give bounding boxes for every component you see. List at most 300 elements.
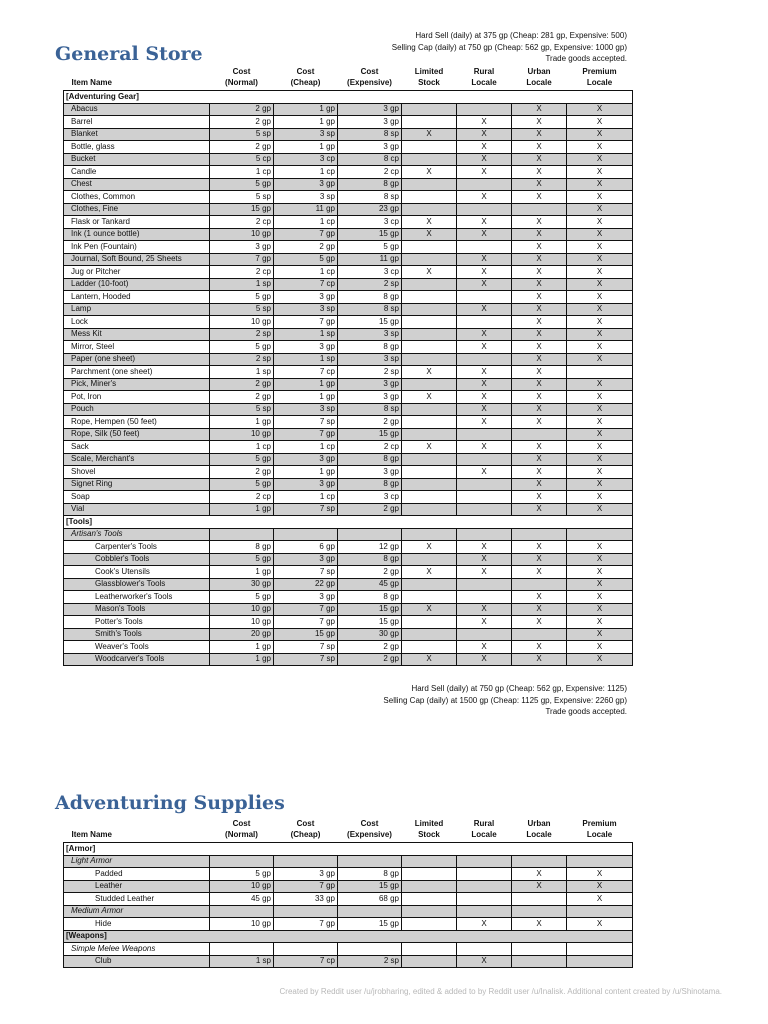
premium-cell: X (567, 453, 633, 466)
cost-expensive-cell: 45 gp (338, 578, 402, 591)
premium-cell: X (567, 893, 633, 906)
rural-cell (457, 316, 512, 329)
table-row (64, 428, 633, 441)
rural-cell: X (457, 166, 512, 179)
table-row (64, 578, 633, 591)
limited-cell: X (402, 566, 457, 579)
col-header-text: Cost (Normal) (225, 67, 258, 87)
item-name-cell: Signet Ring (64, 478, 210, 491)
empty-cell (402, 855, 457, 868)
cost-normal-cell: 10 gp (210, 316, 274, 329)
empty-cell (567, 943, 633, 956)
cost-expensive-cell: 8 gp (338, 478, 402, 491)
urban-cell: X (512, 178, 567, 191)
premium-cell: X (567, 153, 633, 166)
general-store-info (392, 30, 627, 65)
rural-cell (457, 868, 512, 881)
limited-cell (402, 328, 457, 341)
empty-cell (210, 855, 274, 868)
item-name-cell: Abacus (64, 103, 210, 116)
empty-cell (457, 528, 512, 541)
info-line: Trade goods accepted. (545, 707, 627, 716)
premium-cell: X (567, 466, 633, 479)
cost-cheap-cell: 7 gp (274, 228, 338, 241)
cost-expensive-cell: 2 gp (338, 416, 402, 429)
cost-normal-cell: 2 cp (210, 491, 274, 504)
cost-expensive-cell: 8 gp (338, 341, 402, 354)
cost-normal-cell: 7 gp (210, 253, 274, 266)
rural-cell: X (457, 918, 512, 931)
category-label: [Armor] (64, 843, 210, 856)
table-row (64, 616, 633, 629)
item-name-cell: Lantern, Hooded (64, 291, 210, 304)
cost-normal-cell: 1 sp (210, 278, 274, 291)
cost-expensive-cell: 2 sp (338, 366, 402, 379)
urban-cell: X (512, 166, 567, 179)
empty-cell (512, 855, 567, 868)
empty-cell (457, 516, 512, 529)
limited-cell (402, 353, 457, 366)
urban-cell: X (512, 641, 567, 654)
item-name-cell: Vial (64, 503, 210, 516)
cost-cheap-cell: 15 gp (274, 628, 338, 641)
limited-cell: X (402, 228, 457, 241)
cost-normal-cell: 5 sp (210, 191, 274, 204)
rural-cell: X (457, 566, 512, 579)
cost-cheap-cell: 1 cp (274, 491, 338, 504)
premium-cell: X (567, 868, 633, 881)
item-name-cell: Hide (64, 918, 210, 931)
cost-expensive-cell: 30 gp (338, 628, 402, 641)
item-name-cell: Ladder (10-foot) (64, 278, 210, 291)
premium-cell: X (567, 253, 633, 266)
table-row (64, 628, 633, 641)
urban-cell: X (512, 291, 567, 304)
rural-cell (457, 241, 512, 254)
urban-cell: X (512, 278, 567, 291)
table-row (64, 153, 633, 166)
rural-cell: X (457, 266, 512, 279)
urban-cell: X (512, 603, 567, 616)
rural-cell (457, 428, 512, 441)
cost-normal-cell: 1 gp (210, 653, 274, 666)
empty-cell (567, 843, 633, 856)
premium-cell: X (567, 241, 633, 254)
empty-cell (274, 516, 338, 529)
col-header-text: Cost (Cheap) (290, 67, 321, 87)
table-row (64, 868, 633, 881)
limited-cell (402, 303, 457, 316)
table-row (64, 228, 633, 241)
table-row (64, 216, 633, 229)
cost-cheap-cell: 7 gp (274, 616, 338, 629)
col-header-text: Cost (Expensive) (347, 67, 392, 87)
subcategory-row (64, 528, 633, 541)
table-row (64, 641, 633, 654)
cost-expensive-cell: 3 gp (338, 116, 402, 129)
rural-cell: X (457, 603, 512, 616)
cost-normal-cell: 2 gp (210, 141, 274, 154)
cost-expensive-cell: 3 sp (338, 353, 402, 366)
cost-expensive-cell: 3 gp (338, 391, 402, 404)
urban-cell: X (512, 653, 567, 666)
rural-cell (457, 880, 512, 893)
cost-normal-cell: 1 sp (210, 955, 274, 968)
limited-cell: X (402, 266, 457, 279)
table-row (64, 955, 633, 968)
premium-cell: X (567, 553, 633, 566)
empty-cell (512, 528, 567, 541)
rural-cell (457, 453, 512, 466)
limited-cell (402, 116, 457, 129)
item-name-cell: Smith's Tools (64, 628, 210, 641)
premium-cell: X (567, 191, 633, 204)
cost-expensive-cell: 8 sp (338, 303, 402, 316)
limited-cell (402, 378, 457, 391)
premium-cell: X (567, 303, 633, 316)
urban-cell: X (512, 303, 567, 316)
col-header-limited-stock (402, 818, 457, 843)
empty-cell (274, 843, 338, 856)
urban-cell: X (512, 328, 567, 341)
cost-normal-cell: 1 sp (210, 366, 274, 379)
empty-cell (512, 930, 567, 943)
urban-cell: X (512, 591, 567, 604)
cost-expensive-cell: 12 gp (338, 541, 402, 554)
rural-cell: X (457, 955, 512, 968)
limited-cell (402, 416, 457, 429)
rural-cell: X (457, 216, 512, 229)
cost-normal-cell: 1 cp (210, 166, 274, 179)
subcategory-label: Simple Melee Weapons (64, 943, 210, 956)
general-store-title: General Store (55, 43, 203, 65)
premium-cell: X (567, 316, 633, 329)
rural-cell: X (457, 616, 512, 629)
limited-cell (402, 641, 457, 654)
table-row (64, 353, 633, 366)
table-row (64, 116, 633, 129)
premium-cell (567, 366, 633, 379)
urban-cell: X (512, 503, 567, 516)
empty-cell (402, 943, 457, 956)
cost-cheap-cell: 7 gp (274, 316, 338, 329)
col-header-premium-locale (567, 818, 633, 843)
cost-expensive-cell: 11 gp (338, 253, 402, 266)
item-name-cell: Bottle, glass (64, 141, 210, 154)
item-name-cell: Paper (one sheet) (64, 353, 210, 366)
limited-cell (402, 316, 457, 329)
cost-normal-cell: 5 gp (210, 868, 274, 881)
subcategory-label: Medium Armor (64, 905, 210, 918)
cost-cheap-cell: 3 gp (274, 341, 338, 354)
table-row (64, 466, 633, 479)
premium-cell: X (567, 266, 633, 279)
cost-cheap-cell: 3 gp (274, 868, 338, 881)
limited-cell (402, 428, 457, 441)
limited-cell (402, 291, 457, 304)
item-name-cell: Pouch (64, 403, 210, 416)
cost-expensive-cell: 2 cp (338, 441, 402, 454)
table-row (64, 328, 633, 341)
urban-cell: X (512, 253, 567, 266)
rural-cell (457, 103, 512, 116)
cost-cheap-cell: 3 gp (274, 178, 338, 191)
cost-expensive-cell: 8 gp (338, 553, 402, 566)
premium-cell: X (567, 128, 633, 141)
rural-cell (457, 491, 512, 504)
category-row (64, 91, 633, 104)
table-row (64, 553, 633, 566)
empty-cell (512, 91, 567, 104)
col-header-text: Urban Locale (526, 67, 552, 87)
col-header-text: Limited Stock (414, 819, 444, 839)
rural-cell: X (457, 641, 512, 654)
adventuring-supplies-info (383, 683, 627, 718)
limited-cell (402, 178, 457, 191)
table-row (64, 453, 633, 466)
table-row (64, 128, 633, 141)
table-row (64, 441, 633, 454)
limited-cell (402, 880, 457, 893)
adventuring-supplies-title: Adventuring Supplies (55, 792, 285, 814)
empty-cell (274, 943, 338, 956)
empty-cell (567, 855, 633, 868)
urban-cell: X (512, 341, 567, 354)
cost-cheap-cell: 1 cp (274, 166, 338, 179)
cost-cheap-cell: 3 gp (274, 591, 338, 604)
empty-cell (210, 91, 274, 104)
empty-cell (210, 528, 274, 541)
cost-cheap-cell: 1 gp (274, 466, 338, 479)
premium-cell: X (567, 880, 633, 893)
empty-cell (402, 905, 457, 918)
premium-cell: X (567, 291, 633, 304)
category-row (64, 930, 633, 943)
cost-expensive-cell: 15 gp (338, 316, 402, 329)
col-header-text: Cost (Cheap) (290, 819, 321, 839)
rural-cell (457, 628, 512, 641)
empty-cell (567, 91, 633, 104)
cost-cheap-cell: 1 gp (274, 116, 338, 129)
cost-normal-cell: 2 cp (210, 216, 274, 229)
rural-cell: X (457, 403, 512, 416)
cost-normal-cell: 2 sp (210, 353, 274, 366)
category-row (64, 843, 633, 856)
cost-normal-cell: 2 sp (210, 328, 274, 341)
item-name-cell: Pot, Iron (64, 391, 210, 404)
rural-cell (457, 478, 512, 491)
cost-normal-cell: 2 gp (210, 391, 274, 404)
item-name-cell: Barrel (64, 116, 210, 129)
cost-cheap-cell: 1 sp (274, 353, 338, 366)
empty-cell (338, 905, 402, 918)
cost-normal-cell: 1 cp (210, 441, 274, 454)
cost-cheap-cell: 2 gp (274, 241, 338, 254)
premium-cell: X (567, 341, 633, 354)
empty-cell (402, 930, 457, 943)
limited-cell (402, 616, 457, 629)
cost-expensive-cell: 8 sp (338, 191, 402, 204)
table-row (64, 893, 633, 906)
empty-cell (338, 943, 402, 956)
limited-cell (402, 591, 457, 604)
item-name-cell: Cook's Utensils (64, 566, 210, 579)
cost-expensive-cell: 23 gp (338, 203, 402, 216)
cost-expensive-cell: 2 gp (338, 641, 402, 654)
table-row (64, 503, 633, 516)
limited-cell (402, 578, 457, 591)
limited-cell (402, 278, 457, 291)
col-header-cost-normal (210, 66, 274, 91)
empty-cell (512, 843, 567, 856)
urban-cell: X (512, 403, 567, 416)
urban-cell: X (512, 353, 567, 366)
limited-cell (402, 141, 457, 154)
item-name-cell: Clothes, Fine (64, 203, 210, 216)
cost-cheap-cell: 5 gp (274, 253, 338, 266)
premium-cell: X (567, 391, 633, 404)
empty-cell (274, 855, 338, 868)
premium-cell: X (567, 378, 633, 391)
cost-normal-cell: 45 gp (210, 893, 274, 906)
urban-cell (512, 893, 567, 906)
cost-cheap-cell: 1 cp (274, 266, 338, 279)
urban-cell: X (512, 228, 567, 241)
adventuring-supplies-table (63, 818, 633, 968)
empty-cell (512, 943, 567, 956)
urban-cell: X (512, 453, 567, 466)
cost-expensive-cell: 8 gp (338, 591, 402, 604)
rural-cell: X (457, 128, 512, 141)
cost-normal-cell: 2 gp (210, 466, 274, 479)
table-row (64, 316, 633, 329)
urban-cell (512, 203, 567, 216)
premium-cell: X (567, 641, 633, 654)
table-row (64, 403, 633, 416)
empty-cell (402, 91, 457, 104)
cost-cheap-cell: 1 cp (274, 216, 338, 229)
premium-cell: X (567, 591, 633, 604)
cost-cheap-cell: 3 sp (274, 303, 338, 316)
limited-cell: X (402, 441, 457, 454)
premium-cell: X (567, 503, 633, 516)
cost-normal-cell: 2 gp (210, 103, 274, 116)
table-row (64, 253, 633, 266)
rural-cell: X (457, 653, 512, 666)
cost-expensive-cell: 3 gp (338, 103, 402, 116)
limited-cell (402, 868, 457, 881)
item-name-cell: Lock (64, 316, 210, 329)
cost-normal-cell: 10 gp (210, 228, 274, 241)
rural-cell: X (457, 141, 512, 154)
col-header-text: Rural Locale (471, 67, 497, 87)
table-row (64, 291, 633, 304)
cost-normal-cell: 5 sp (210, 403, 274, 416)
rural-cell: X (457, 253, 512, 266)
limited-cell (402, 491, 457, 504)
col-header-cost-cheap (274, 66, 338, 91)
cost-normal-cell: 1 gp (210, 566, 274, 579)
premium-cell: X (567, 166, 633, 179)
item-name-cell: Lamp (64, 303, 210, 316)
table-row (64, 191, 633, 204)
subcategory-label: Artisan's Tools (64, 528, 210, 541)
item-name-cell: Ink Pen (Fountain) (64, 241, 210, 254)
urban-cell: X (512, 416, 567, 429)
urban-cell (512, 955, 567, 968)
item-name-cell: Journal, Soft Bound, 25 Sheets (64, 253, 210, 266)
premium-cell: X (567, 216, 633, 229)
cost-expensive-cell: 2 gp (338, 653, 402, 666)
subcategory-label: Light Armor (64, 855, 210, 868)
rural-cell: X (457, 441, 512, 454)
cost-normal-cell: 5 gp (210, 553, 274, 566)
premium-cell: X (567, 428, 633, 441)
col-header-rural-locale (457, 818, 512, 843)
cost-cheap-cell: 1 cp (274, 441, 338, 454)
empty-cell (512, 516, 567, 529)
cost-expensive-cell: 8 gp (338, 868, 402, 881)
cost-normal-cell: 30 gp (210, 578, 274, 591)
cost-normal-cell: 5 gp (210, 178, 274, 191)
table-row (64, 491, 633, 504)
table-row (64, 478, 633, 491)
cost-normal-cell: 5 gp (210, 291, 274, 304)
cost-cheap-cell: 7 gp (274, 918, 338, 931)
cost-cheap-cell: 1 gp (274, 378, 338, 391)
col-header-item-name: Item Name (64, 66, 210, 91)
item-name-cell: Glassblower's Tools (64, 578, 210, 591)
urban-cell (512, 578, 567, 591)
table-row (64, 591, 633, 604)
cost-normal-cell: 5 sp (210, 128, 274, 141)
table-row (64, 566, 633, 579)
cost-cheap-cell: 7 sp (274, 503, 338, 516)
footer-credits: Created by Reddit user /u/jrobharing, edited & added to by Reddit user /u/Inalisk. Additional content created by /u/Shinotama. (279, 987, 722, 996)
table-row (64, 541, 633, 554)
cost-cheap-cell: 1 gp (274, 141, 338, 154)
col-header-urban-locale (512, 66, 567, 91)
urban-cell: X (512, 141, 567, 154)
empty-cell (338, 843, 402, 856)
premium-cell: X (567, 616, 633, 629)
empty-cell (402, 528, 457, 541)
item-name-cell: Jug or Pitcher (64, 266, 210, 279)
empty-cell (274, 91, 338, 104)
limited-cell: X (402, 128, 457, 141)
limited-cell (402, 453, 457, 466)
empty-cell (402, 516, 457, 529)
rural-cell: X (457, 366, 512, 379)
empty-cell (210, 516, 274, 529)
premium-cell (567, 955, 633, 968)
item-name-cell: Studded Leather (64, 893, 210, 906)
col-header-text: Urban Locale (526, 819, 552, 839)
item-name-cell: Chest (64, 178, 210, 191)
cost-expensive-cell: 5 gp (338, 241, 402, 254)
empty-cell (512, 905, 567, 918)
cost-expensive-cell: 8 sp (338, 128, 402, 141)
cost-normal-cell: 5 gp (210, 478, 274, 491)
cost-normal-cell: 2 gp (210, 378, 274, 391)
item-name-cell: Potter's Tools (64, 616, 210, 629)
col-header-urban-locale (512, 818, 567, 843)
cost-normal-cell: 10 gp (210, 616, 274, 629)
premium-cell: X (567, 141, 633, 154)
limited-cell (402, 191, 457, 204)
cost-expensive-cell: 15 gp (338, 616, 402, 629)
rural-cell: X (457, 116, 512, 129)
